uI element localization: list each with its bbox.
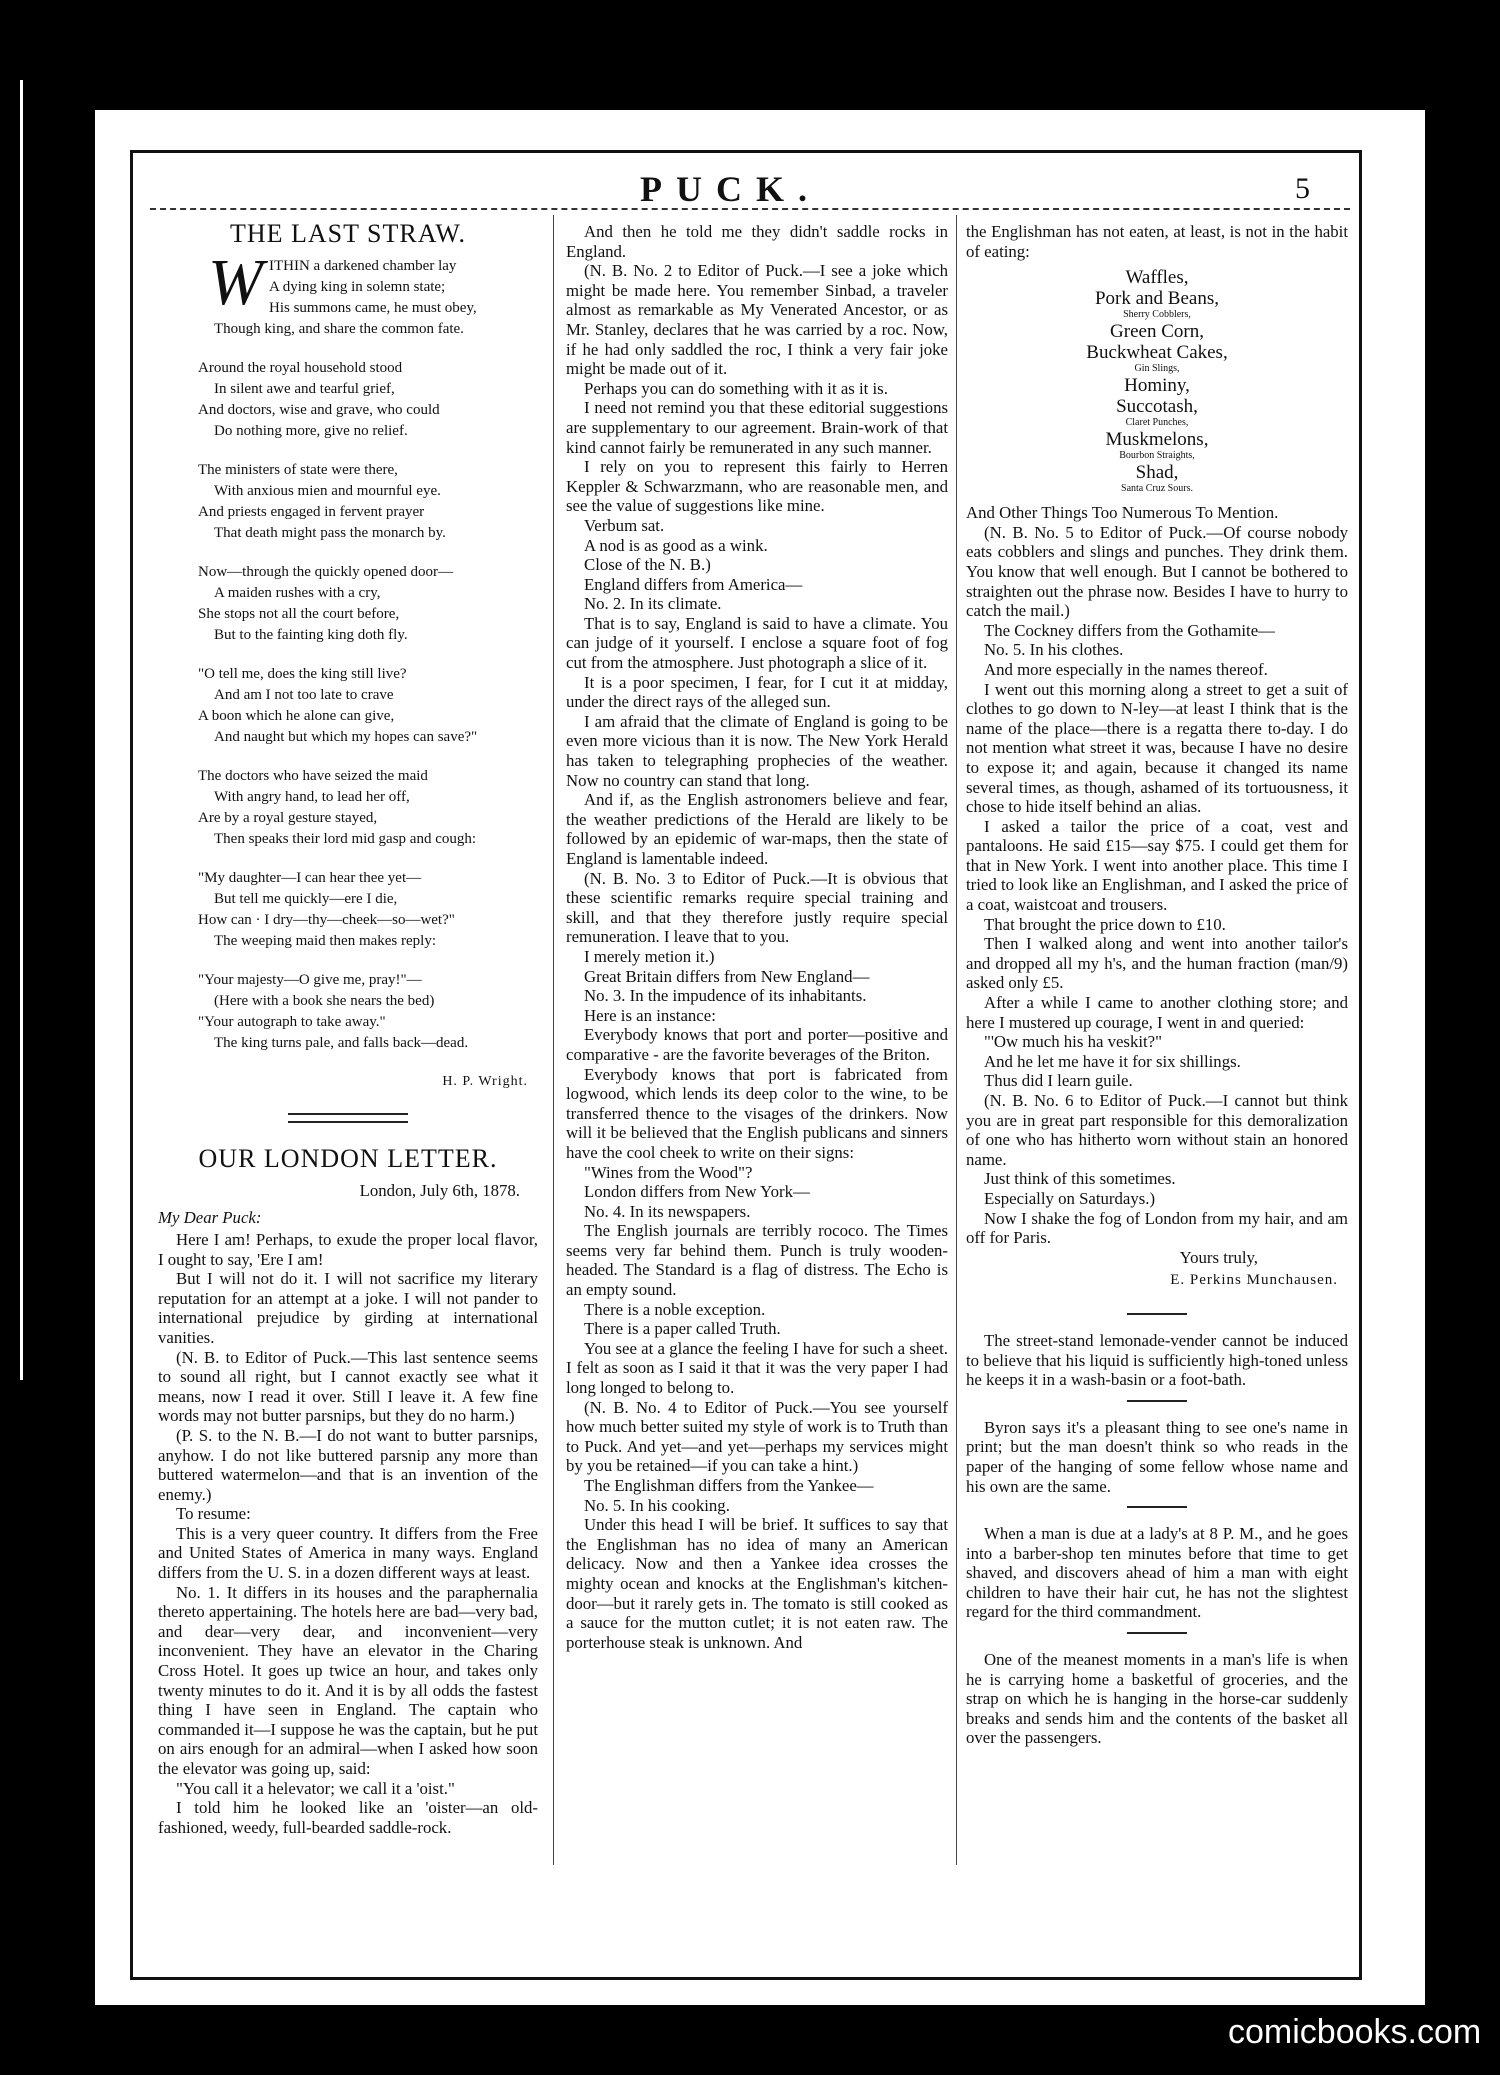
- poem-line: A dying king in solemn state;: [268, 278, 446, 295]
- filler-divider: [1127, 1313, 1187, 1315]
- paragraph: Close of the N. B.): [584, 555, 711, 575]
- menu-item: Sherry Cobblers,: [1123, 309, 1191, 321]
- section-divider: [288, 1113, 408, 1123]
- poem-line: How can · I dry—thy—cheek—so—wet?": [198, 911, 455, 928]
- paragraph: Just think of this sometimes.: [984, 1169, 1176, 1189]
- poem-stanza: [198, 766, 538, 850]
- poem-line: The king turns pale, and falls back—dead.: [214, 1034, 469, 1051]
- poem-stanza: [198, 460, 538, 544]
- poem-line: But tell me quickly—ere I die,: [214, 890, 398, 907]
- paragraph: You see at a glance the feeling I have for such a sheet. I felt as soon as I said it that it was the very paper I had long longed to belong to.: [566, 1338, 948, 1398]
- paragraph: After a while I came to another clothing store; and here I mustered up courage, I went in and queried:: [966, 993, 1348, 1032]
- paragraph: I went out this morning along a street to get a suit of clothes to go down to N-ley—at least I think that is the name of the place—there is a regatta there to-day. I do not mention what street it was, because I have no desire to expose it; and again, because it changed its name several times, as though, ashamed of its tortuousness, it chose to hide itself behind an alias.: [966, 679, 1348, 817]
- paragraph: No. 3. In the impudence of its inhabitants.: [584, 986, 867, 1006]
- paragraph: (N. B. No. 4 to Editor of Puck.—You see yourself how much better suited my style of work is to Truth than to Puck. And yet—and yet—perhaps my services might by you be retained—if you can take a hint.): [566, 1397, 948, 1476]
- paragraph: And if, as the English astronomers believe and fear, the weather predictions of the Herald are likely to be followed by an epidemic of war-maps, then the state of England is lamentable indeed.: [566, 790, 948, 868]
- poem-stanza: [198, 358, 538, 442]
- closing: Yours truly,: [1179, 1247, 1258, 1267]
- paragraph: Verbum sat.: [584, 515, 665, 535]
- paragraph: It is a poor specimen, I fear, for I cut it at midday, under the direct rays of the alleged sun.: [566, 672, 948, 712]
- poem-line: That death might pass the monarch by.: [214, 524, 446, 541]
- poem-signature: H. P. Wright.: [442, 1073, 528, 1089]
- menu-list: [966, 267, 1348, 495]
- filler-paragraph: When a man is due at a lady's at 8 P. M., and he goes into a barber-shop ten minutes before that time to get shaved, and discovers ahead of him a man with eight children to have their hair cut, he has not the slightest regard for the third commandment.: [966, 1524, 1348, 1622]
- column-1: [158, 219, 538, 1837]
- menu-item: Bourbon Straights,: [1119, 450, 1195, 462]
- paragraph: Under this head I will be brief. It suffices to say that the Englishman has no idea of many an American delicacy. Now and then a Yankee idea crosses the mighty ocean and knocks at the Englishman's kitchen-door—but it rarely gets in. The tomato is still cooked as a sauce for the mutton cutlet; it is not eaten raw. The porterhouse steak is unknown. And: [566, 1515, 948, 1652]
- poem-line: Then speaks their lord mid gasp and cough:: [214, 830, 477, 847]
- poem-line: (Here with a book she nears the bed): [214, 992, 435, 1009]
- paragraph: I rely on you to represent this fairly to Herren Keppler & Schwarzmann, who are reasonable men, and see the value of suggestions like mine.: [566, 457, 948, 516]
- filler-divider: [1127, 1506, 1187, 1508]
- paragraph: No. 5. In his cooking.: [584, 1495, 730, 1515]
- paragraph: I need not remind you that these editorial suggestions are supplementary to our agreement. Brain-work of that kind cannot fairly be remunerated in any such manner.: [566, 398, 948, 457]
- poem-line: Though king, and share the common fate.: [214, 320, 464, 337]
- poem-line: With anxious mien and mournful eye.: [214, 482, 441, 499]
- menu-item: Shad,: [1135, 462, 1179, 484]
- poem-line: A boon which he alone can give,: [198, 707, 395, 724]
- paragraph: I merely metion it.): [584, 946, 715, 966]
- menu-lead: the Englishman has not eaten, at least, is not in the habit of eating:: [966, 222, 1348, 261]
- paragraph: Especially on Saturdays.): [984, 1188, 1156, 1208]
- paragraph: I told him he looked like an 'oister—an old-fashioned, weedy, full-bearded saddle-rock.: [158, 1798, 538, 1837]
- poem-line: The weeping maid then makes reply:: [214, 932, 437, 949]
- page-number: 5: [1295, 172, 1310, 205]
- drop-cap: W: [208, 245, 263, 319]
- poem-line: With angry hand, to lead her off,: [214, 788, 410, 805]
- poem-line: Now—through the quickly opened door—: [198, 563, 453, 580]
- paragraph: Everybody knows that port and porter—positive and comparative - are the favorite beverages of the Briton.: [566, 1025, 948, 1064]
- paragraph: A nod is as good as a wink.: [584, 535, 768, 555]
- paragraph: No. 4. In its newspapers.: [584, 1201, 751, 1221]
- poem-line: The doctors who have seized the maid: [198, 767, 428, 784]
- paragraph: And more especially in the names thereof.: [984, 659, 1268, 679]
- paragraph: That is to say, England is said to have a climate. You can judge of it yourself. I enclose a square foot of fog cut from the atmosphere. Just photograph a slice of it.: [566, 613, 948, 673]
- paragraph: (P. S. to the N. B.—I do not want to butter parsnips, anyhow. I do not like buttered parsnip any more than buttered watermelon—and that is an invention of the enemy.): [158, 1425, 538, 1504]
- paragraph: "'Ow much his ha veskit?": [984, 1032, 1162, 1052]
- paragraph: Now I shake the fog of London from my hair, and am off for Paris.: [966, 1208, 1348, 1248]
- paragraph: Perhaps you can do something with it as it is.: [584, 378, 888, 398]
- paragraph: "Wines from the Wood"?: [584, 1162, 753, 1182]
- paragraph: I am afraid that the climate of England is going to be even more vicious than it is now. The New York Herald has taken to telegraphing prophecies of the weather. Now no country can stand that long.: [566, 711, 948, 790]
- poem-line: The ministers of state were there,: [198, 461, 398, 478]
- header-rule: [150, 208, 1350, 210]
- paragraph: This is a very queer country. It differs from the Free and United States of America in many ways. England differs from the U. S. in a dozen different ways at least.: [158, 1523, 538, 1583]
- paragraph: No. 2. In its climate.: [584, 594, 722, 614]
- paragraph: The English journals are terribly rococo. The Times seems very far behind them. Punch is truly wooden-headed. The Standard is a flag of distress. The Echo is an empty sound.: [566, 1221, 948, 1300]
- poem-line: And priests engaged in fervent prayer: [198, 503, 425, 520]
- poem-line: A maiden rushes with a cry,: [214, 584, 381, 601]
- poem: [158, 245, 538, 1054]
- poem-line: "Your majesty—O give me, pray!"—: [198, 971, 422, 988]
- paragraph: But I will not do it. I will not sacrifice my literary reputation for an attempt at a joke. I will not pander to international prejudice by girding at international vanities.: [158, 1269, 538, 1347]
- paragraph: (N. B. to Editor of Puck.—This last sentence seems to sound all right, but I cannot exactly see what it means, now I read it over. Still I leave it. A few fine words may not butter parsnips, but they do no harm.): [158, 1347, 538, 1426]
- menu-item: Waffles,: [1125, 267, 1189, 289]
- menu-item: Gin Slings,: [1134, 363, 1180, 375]
- filler-divider: [1127, 1632, 1187, 1634]
- paragraph: The Cockney differs from the Gothamite—: [984, 620, 1275, 640]
- filler-divider: [1127, 1400, 1187, 1402]
- paragraph: Thus did I learn guile.: [984, 1071, 1133, 1091]
- paragraph: (N. B. No. 5 to Editor of Puck.—Of course nobody eats cobblers and slings and punches. They drink them. You know that well enough. But I cannot be bothered to straighten out the phrase now. Besides I have to hurry to catch the mail.): [966, 522, 1348, 621]
- poem-line: In silent awe and tearful grief,: [214, 380, 395, 397]
- filler-paragraph: One of the meanest moments in a man's life is when he is carrying home a basketful of groceries, and the strap on which he is hanging in the horse-car suddenly breaks and sends him and the contents of the basket all over the passengers.: [966, 1650, 1348, 1748]
- paragraph: I asked a tailor the price of a coat, vest and pantaloons. He said £15—say $75. I could get them for that in New York. I went into another place. This time I tried to look like an Englishman, and I asked the price of a coat, waistcoat and trousers.: [966, 816, 1348, 915]
- menu-item: Claret Punches,: [1125, 417, 1189, 429]
- filler-items: [966, 1331, 1348, 1748]
- paragraph: "You call it a helevator; we call it a 'oist.": [176, 1778, 455, 1798]
- poem-line: "Your autograph to take away.": [198, 1013, 386, 1030]
- letter-body-end: [966, 523, 1348, 1248]
- paragraph: There is a paper called Truth.: [584, 1319, 781, 1339]
- menu-item: Succotash,: [1116, 396, 1198, 418]
- paragraph: Here is an instance:: [584, 1005, 716, 1025]
- poem-line: Do nothing more, give no relief.: [214, 422, 408, 439]
- poem-line: "My daughter—I can hear thee yet—: [198, 869, 422, 886]
- poem-line: ITHIN a darkened chamber lay: [268, 257, 457, 274]
- menu-item: Muskmelons,: [1105, 429, 1209, 451]
- menu-item: Santa Cruz Sours.: [1121, 483, 1193, 495]
- column-2: [566, 222, 948, 1652]
- poem-line: And am I not too late to crave: [214, 686, 394, 703]
- binding-gutter: [0, 80, 23, 1380]
- poem-stanza: [198, 970, 538, 1054]
- paragraph: And he let me have it for six shillings.: [984, 1051, 1241, 1071]
- paragraph: Here I am! Perhaps, to exude the proper local flavor, I ought to say, 'Ere I am!: [158, 1229, 538, 1269]
- paragraph: There is a noble exception.: [584, 1299, 766, 1319]
- poem-line: And doctors, wise and grave, who could: [198, 401, 440, 418]
- poem-line: And naught but which my hopes can save?": [214, 728, 478, 745]
- paragraph: The Englishman differs from the Yankee—: [584, 1476, 874, 1495]
- paragraph: (N. B. No. 3 to Editor of Puck.—It is obvious that these scientific remarks require special training and skill, and that they therefore justly require special remuneration. I leave that to you.: [566, 868, 948, 947]
- menu-item: Green Corn,: [1110, 321, 1204, 343]
- paragraph: (N. B. No. 2 to Editor of Puck.—I see a joke which might be made here. You remember Sinbad, a traveler almost as remarkable as My Venerated Ancestor, or as Mr. Stanley, declares that he was carried by a roc. Now, if he had only saddled the roc, I think a very fair joke might be made out of it.: [566, 261, 948, 379]
- poem-line: His summons came, he must obey,: [268, 299, 477, 316]
- column-3: [966, 222, 1348, 1748]
- poem-stanza: [198, 664, 538, 748]
- paragraph: England differs from America—: [584, 574, 803, 594]
- paragraph: Great Britain differs from New England—: [584, 966, 870, 986]
- poem-stanza: [198, 562, 538, 646]
- watermark: comicbooks.com: [1228, 2013, 1482, 2051]
- letter-body-continued: [566, 222, 948, 1652]
- letter-title: OUR LONDON LETTER.: [198, 1144, 498, 1174]
- paragraph: No. 5. In his clothes.: [984, 640, 1124, 660]
- poem-line: She stops not all the court before,: [198, 605, 400, 622]
- letter-body: [158, 1230, 538, 1837]
- menu-item: Pork and Beans,: [1094, 288, 1219, 310]
- salutation: My Dear Puck:: [158, 1208, 262, 1228]
- paragraph: That brought the price down to £10.: [984, 914, 1226, 934]
- paragraph: No. 1. It differs in its houses and the paraphernalia thereto appertaining. The hotels here are bad—very bad, and dear—very dear, and inconvenient—very inconvenient. They have an elevator in the Charing Cross Hotel. It goes up twice an hour, and takes only twenty minutes to do it. And it is by all odds the fastest thing I have seen in England. The captain who commanded it—I suppose he was the captain, but he put on airs enough for an admiral—when I asked how soon the elevator was going up, said:: [158, 1582, 538, 1778]
- paragraph: Everybody knows that port is fabricated from logwood, which lends its deep color to the wine, to be transferred thence to the visages of the drinkers. Now will it be believed that the English publicans and sinners have the cool cheek to write on their signs:: [566, 1064, 948, 1162]
- menu-item: Buckwheat Cakes,: [1086, 342, 1228, 364]
- paragraph: London differs from New York—: [584, 1182, 810, 1202]
- poem-stanza: [198, 868, 538, 952]
- poem-line: Are by a royal gesture stayed,: [198, 809, 378, 826]
- column-divider-1: [553, 215, 554, 1865]
- letter-signature: E. Perkins Munchausen.: [1170, 1272, 1338, 1289]
- menu-item: Hominy,: [1124, 375, 1190, 397]
- dateline: London, July 6th, 1878.: [359, 1180, 520, 1200]
- masthead: PUCK.: [640, 169, 821, 209]
- poem-title: THE LAST STRAW.: [229, 219, 467, 248]
- paragraph: Then I walked along and went into another tailor's and dropped all my h's, and the human fraction (man/9) asked only £5.: [966, 934, 1348, 993]
- poem-line: Around the royal household stood: [198, 359, 403, 376]
- paragraph: To resume:: [176, 1504, 251, 1524]
- paragraph: And then he told me they didn't saddle rocks in England.: [566, 222, 948, 261]
- filler-paragraph: The street-stand lemonade-vender cannot be induced to believe that his liquid is sufficiently high-toned unless he keeps it in a wash-basin or a foot-bath.: [966, 1330, 1348, 1390]
- column-divider-2: [956, 215, 957, 1865]
- paragraph: (N. B. No. 6 to Editor of Puck.—I cannot but think you are in great part responsible for this demoralization of one who has hitherto worn without stain an honored name.: [966, 1091, 1348, 1169]
- poem-line: "O tell me, does the king still live?: [198, 665, 407, 682]
- menu-tail: And Other Things Too Numerous To Mention.: [966, 503, 1279, 523]
- poem-stanza: [198, 245, 538, 340]
- filler-paragraph: Byron says it's a pleasant thing to see one's name in print; but the man doesn't think so who reads in the paper of the hanging of some fellow whose name and his own are the same.: [966, 1417, 1348, 1496]
- poem-line: But to the fainting king doth fly.: [214, 626, 408, 643]
